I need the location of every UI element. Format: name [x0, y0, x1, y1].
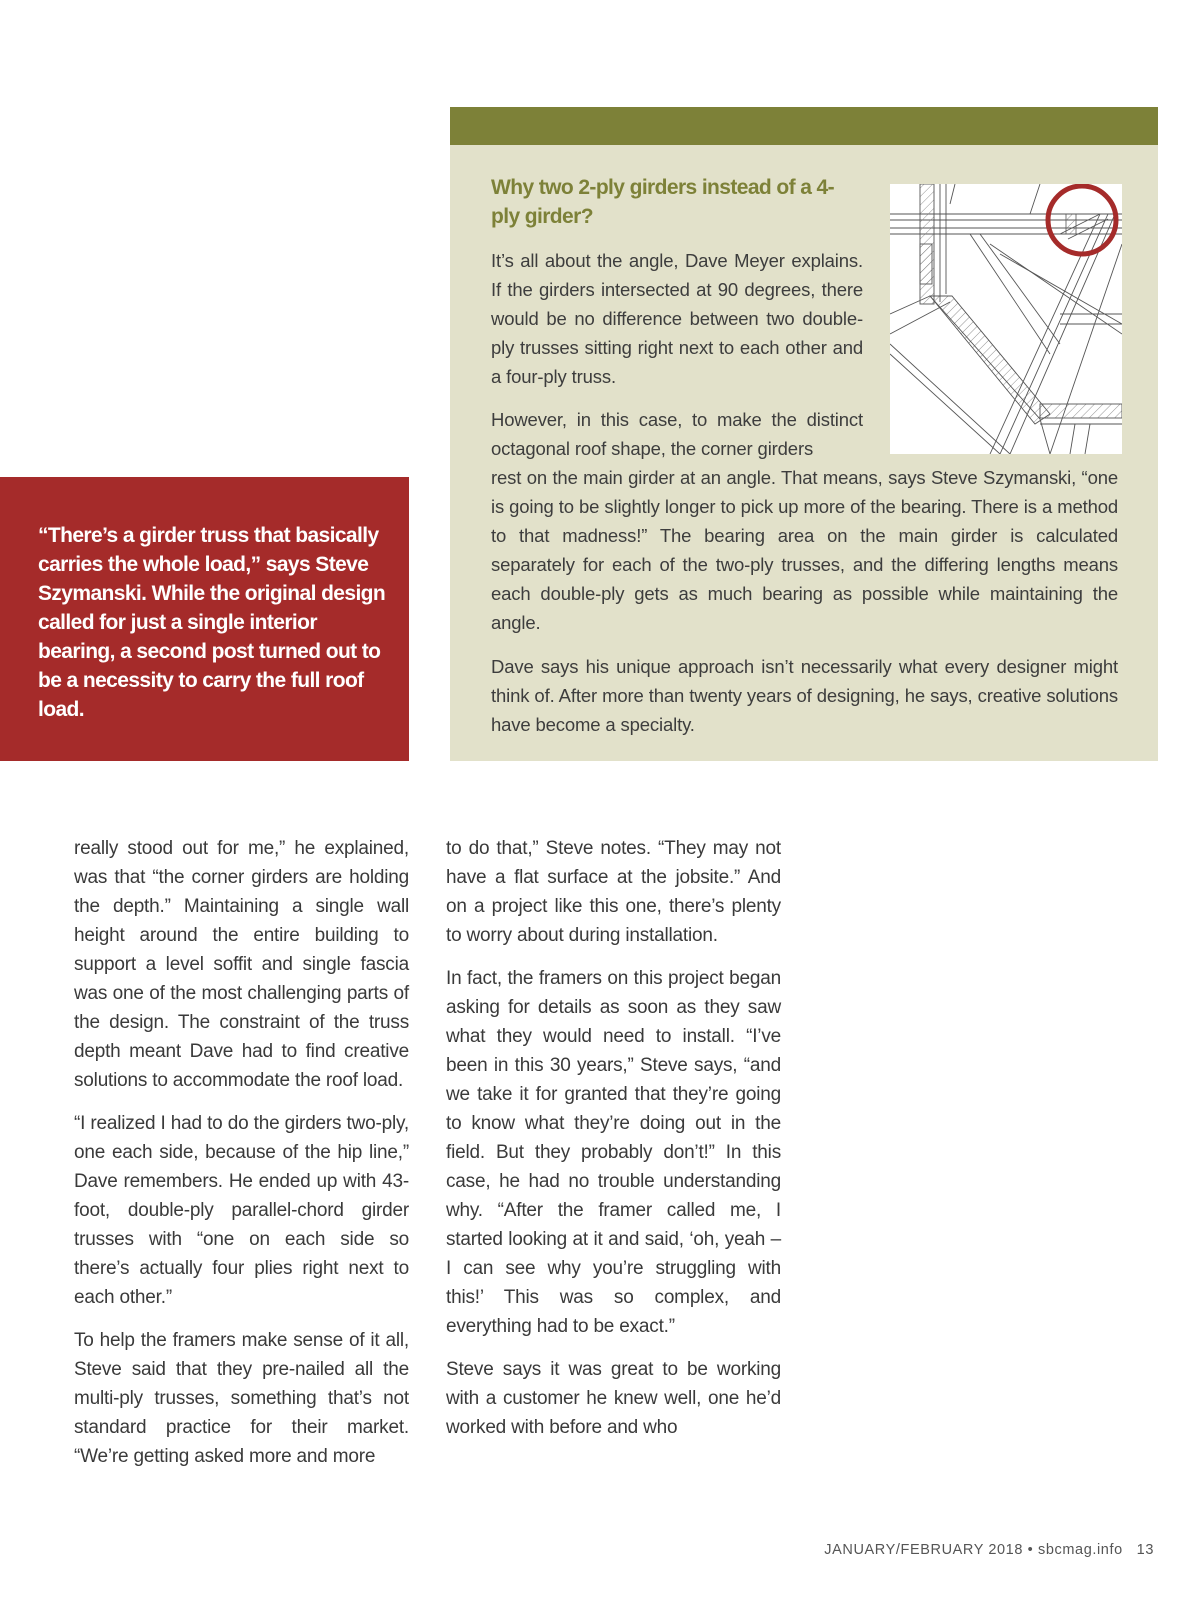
truss-diagram-drawing — [890, 184, 1122, 454]
body-column-left — [74, 834, 409, 1485]
body-paragraph: To help the framers make sense of it all, Steve said that they pre-nailed all the multi-ply trusses, something that’s not standard practice for their market. “We’re getting asked more and more — [74, 1330, 409, 1467]
sidebar-paragraph-1: It’s all about the angle, Dave Meyer explains. If the girders intersected at 90 degrees, there would be no difference between two double-ply trusses sitting right next to each other and a four-ply truss. — [491, 250, 863, 387]
body-column-right — [446, 834, 781, 1456]
sidebar-header-bar — [450, 107, 1158, 145]
sidebar-paragraph-3: Dave says his unique approach isn’t necessarily what every designer might think of. After more than twenty years of designing, he says, creative solutions have become a specialty. — [491, 656, 1118, 735]
footer-separator: • — [1027, 1542, 1034, 1558]
page-footer — [824, 1542, 1154, 1558]
page-number: 13 — [1136, 1542, 1154, 1558]
sidebar-paragraph-2-start: However, in this case, to make the distinct octagonal roof shape, the corner girders — [491, 409, 863, 459]
body-paragraph: “I realized I had to do the girders two-ply, one each side, because of the hip line,” Dave remembers. He ended up with 43-foot, double-ply parallel-chord girder trusses with “one on each side so there’s actually four plies right next to each other.” — [74, 1113, 409, 1308]
pull-quote-box — [0, 477, 409, 761]
truss-diagram — [890, 184, 1122, 454]
body-paragraph: really stood out for me,” he explained, was that “the corner girders are holding the depth.” Maintaining a single wall height around the entire building to support a level soffit and single fascia was one of the most challenging parts of the design. The constraint of the truss depth meant Dave had to find creative solutions to accommodate the roof load. — [74, 838, 409, 1091]
sidebar-paragraph-2-continued: rest on the main girder at an angle. That means, says Steve Szymanski, “one is going to be slightly longer to pick up more of the bearing. There is a method to that madness!” The bearing area on the main girder is calculated separately for each of the two-ply trusses, and the differing lengths means each double-ply gets as much bearing as possible while maintaining the angle. — [491, 467, 1118, 633]
sidebar-title: Why two 2-ply girders instead of a 4-ply girder? — [491, 176, 835, 228]
footer-site: sbcmag.info — [1037, 1542, 1123, 1558]
pull-quote-text: “There’s a girder truss that basically carries the whole load,” says Steve Szymanski. While the original design called for just a single interior bearing, a second post turned out to be a necessity to carry the full roof load. — [38, 524, 386, 721]
body-paragraph: In fact, the framers on this project began asking for details as soon as they saw what they would need to install. “I’ve been in this 30 years,” Steve says, “and we take it for granted that they’re going to know what they’re doing out in the field. But they probably don’t!” In this case, he had no trouble understanding why. “After the framer called me, I started looking at it and said, ‘oh, yeah – I can see why you’re struggling with this!’ This was so complex, and everything had to be exact.” — [446, 968, 781, 1337]
footer-issue: JANUARY/FEBRUARY 2018 — [824, 1542, 1024, 1558]
body-paragraph: Steve says it was great to be working with a customer he knew well, one he’d worked with before and who — [446, 1359, 781, 1438]
body-paragraph: to do that,” Steve notes. “They may not have a flat surface at the jobsite.” And on a project like this one, there’s plenty to worry about during installation. — [446, 838, 781, 946]
sidebar-box — [450, 107, 1158, 761]
